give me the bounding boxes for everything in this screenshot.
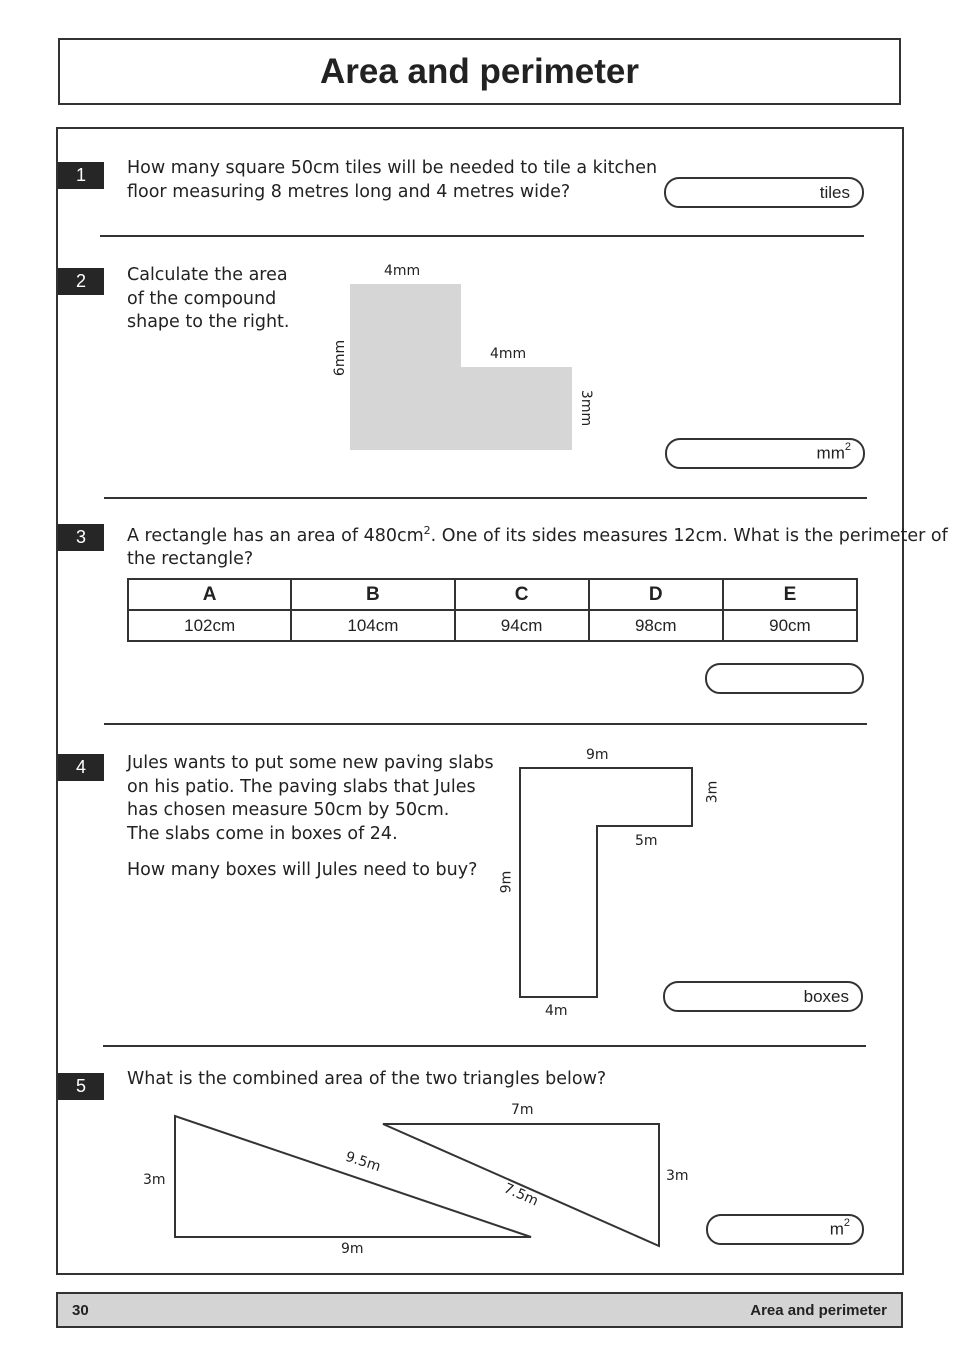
answer-unit: boxes bbox=[803, 986, 849, 1006]
question-5-text: What is the combined area of the two triangles below? bbox=[127, 1069, 607, 1089]
triangle-2-hyp-label: 7.5m bbox=[501, 1180, 541, 1210]
answer-unit-sup: 2 bbox=[843, 1217, 850, 1230]
question-2-line-1: Calculate the area bbox=[127, 265, 288, 285]
triangle-1-base-label: 9m bbox=[341, 1241, 364, 1257]
question-4-number: 4 bbox=[58, 754, 104, 781]
answer-unit: tiles bbox=[819, 182, 850, 202]
question-3-number: 3 bbox=[58, 524, 104, 551]
question-1-number: 1 bbox=[58, 162, 104, 189]
shape-label-top: 4mm bbox=[384, 263, 421, 279]
option-value: 98cm bbox=[589, 610, 723, 641]
text-part: A rectangle has an area of 480cm bbox=[127, 525, 424, 546]
shape-label-left: 6mm bbox=[332, 339, 349, 377]
patio-label-left: 9m bbox=[498, 870, 515, 894]
question-4-line-3: has chosen measure 50cm by 50cm. bbox=[127, 800, 450, 820]
patio-label-top: 9m bbox=[586, 747, 609, 763]
triangle-1 bbox=[175, 1116, 531, 1237]
answer-unit-base: m bbox=[829, 1219, 844, 1239]
option-value: 104cm bbox=[291, 610, 454, 641]
option-header: D bbox=[589, 579, 723, 610]
patio-label-inner: 5m bbox=[635, 833, 658, 849]
text-part: . One of its sides measures 12cm. What is the perimeter of bbox=[430, 525, 948, 546]
triangle-2-top-label: 7m bbox=[511, 1102, 534, 1118]
option-header: A bbox=[128, 579, 291, 610]
answer-unit bbox=[830, 1219, 850, 1240]
question-1-line-1: How many square 50cm tiles will be needed to tile a kitchen bbox=[127, 158, 658, 178]
question-4-line-2: on his patio. The paving slabs that Jules bbox=[127, 776, 476, 797]
triangle-1-height-label: 3m bbox=[143, 1172, 166, 1188]
question-2-line-3: shape to the right. bbox=[127, 312, 290, 332]
option-header: C bbox=[455, 579, 589, 610]
page-title: Area and perimeter bbox=[319, 51, 640, 91]
page-footer bbox=[56, 1292, 903, 1328]
triangle-2-right-label: 3m bbox=[666, 1168, 689, 1184]
question-2-number: 2 bbox=[58, 268, 104, 295]
shape-label-right: 3mm bbox=[578, 389, 595, 427]
footer-section-title: Area and perimeter bbox=[750, 1301, 887, 1319]
patio-label-right: 3m bbox=[704, 780, 721, 804]
triangle-2 bbox=[383, 1124, 659, 1246]
question-5-number: 5 bbox=[58, 1073, 104, 1100]
question-2-line-2: of the compound bbox=[127, 288, 277, 309]
question-3-line-2: the rectangle? bbox=[127, 549, 254, 570]
text-sup: 2 bbox=[423, 524, 431, 537]
question-4-question: How many boxes will Jules need to buy? bbox=[127, 860, 478, 880]
question-1-line-2: floor measuring 8 metres long and 4 metres wide? bbox=[127, 181, 571, 202]
option-value: 102cm bbox=[128, 610, 291, 641]
question-5-answer-box[interactable] bbox=[706, 1214, 864, 1245]
option-value: 90cm bbox=[723, 610, 857, 641]
patio-label-bottom: 4m bbox=[545, 1003, 568, 1019]
shape-label-inner: 4mm bbox=[490, 346, 527, 362]
answer-unit-base: mm bbox=[816, 443, 845, 463]
triangle-1-hyp-label: 9.5m bbox=[343, 1148, 383, 1176]
question-4-line-1: Jules wants to put some new paving slabs bbox=[127, 753, 494, 773]
answer-unit-sup: 2 bbox=[844, 441, 851, 454]
question-4-line-4: The slabs come in boxes of 24. bbox=[127, 823, 398, 844]
option-value: 94cm bbox=[455, 610, 589, 641]
option-header: B bbox=[291, 579, 454, 610]
option-header: E bbox=[723, 579, 857, 610]
page-number: 30 bbox=[72, 1301, 89, 1319]
